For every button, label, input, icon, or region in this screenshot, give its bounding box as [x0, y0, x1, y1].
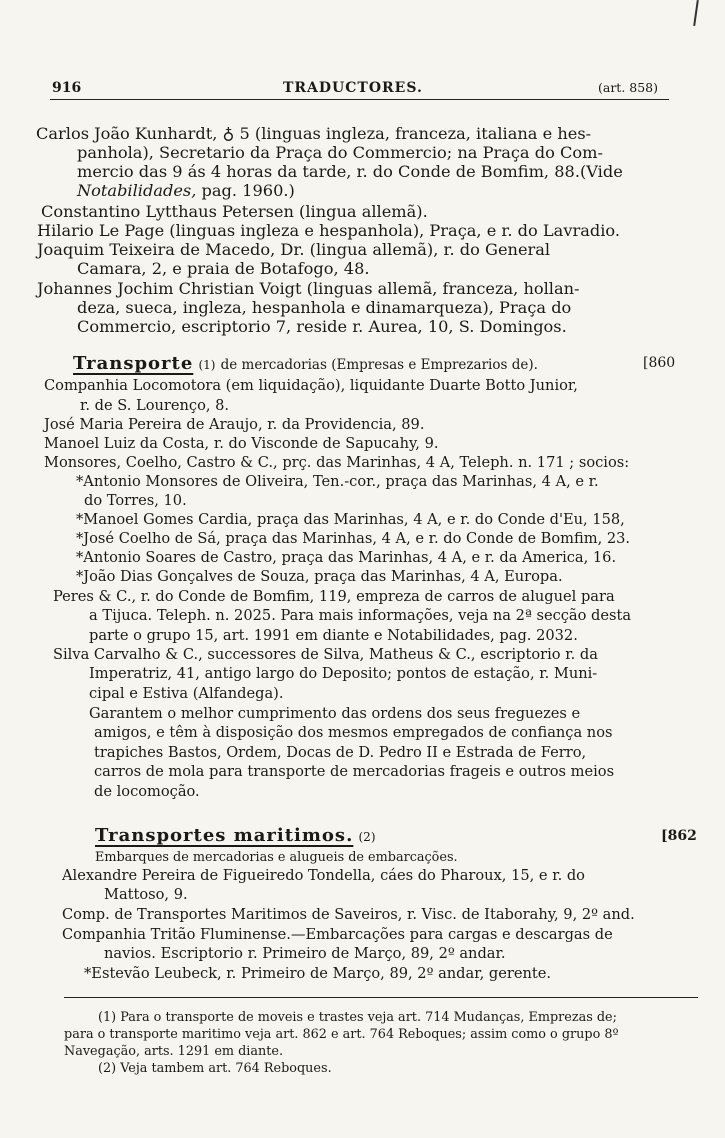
footnote: para o transporte maritimo veja art. 862 e art. 764 Reboques; assim como o grupo 8º [64, 1027, 619, 1042]
entry-line: Imperatriz, 41, antigo largo do Deposito; pontos de estação, r. Muni- [89, 665, 598, 682]
entry-line: Companhia Locomotora (em liquidação), liquidante Duarte Botto Junior, [44, 377, 578, 394]
section-heading-maritimos: Transportes maritimos. (2) [95, 825, 376, 846]
entry-line: Constantino Lytthaus Petersen (lingua allemã). [41, 202, 428, 221]
section-heading-transporte: Transporte (1) de mercadorias (Empresas e Emprezarios de). [73, 353, 538, 374]
section-subtitle: Embarques de mercadorias e alugueis de embarcações. [95, 850, 458, 865]
entry-line: *José Coelho de Sá, praça das Marinhas, 4 A, e r. do Conde de Bomfim, 23. [76, 530, 631, 547]
entry-line: Comp. de Transportes Maritimos de Saveiros, r. Visc. de Itaborahy, 9, 2º and. [62, 906, 635, 923]
entry-line: mercio das 9 ás 4 horas da tarde, r. do Conde de Bomfim, 88.(Vide [77, 162, 623, 181]
entry-line: de locomoção. [94, 783, 200, 800]
entry-line: *Manoel Gomes Cardia, praça das Marinhas, 4 A, e r. do Conde d'Eu, 158, [76, 511, 625, 528]
entry-line: r. de S. Lourenço, 8. [80, 397, 230, 414]
entry-line: navios. Escriptorio r. Primeiro de Março, 89, 2º andar. [104, 945, 506, 962]
entry-line: Monsores, Coelho, Castro & C., prç. das Marinhas, 4 A, Teleph. n. 171 ; socios: [44, 454, 630, 471]
entry-line: *João Dias Gonçalves de Souza, praça das Marinhas, 4 A, Europa. [76, 568, 563, 585]
entry-line: cipal e Estiva (Alfandega). [89, 685, 284, 702]
entry-line: carros de mola para transporte de mercadorias frageis e outros meios [94, 763, 615, 780]
section-ref: [860 [643, 355, 676, 371]
entry-line: Garantem o melhor cumprimento das ordens dos seus freguezes e [89, 705, 581, 722]
footnote: Navegação, arts. 1291 em diante. [64, 1044, 284, 1059]
entry-line: parte o grupo 15, art. 1991 em diante e Notabilidades, pag. 2032. [89, 627, 578, 644]
article-ref: (art. 858) [598, 80, 659, 95]
entry-line: Carlos João Kunhardt, ♁ 5 (linguas ingleza, franceza, italiana e hes- [36, 124, 592, 143]
cross-icon: ♁ [222, 124, 235, 143]
footnote: (2) Veja tambem art. 764 Reboques. [98, 1061, 332, 1076]
entry-line: José Maria Pereira de Araujo, r. da Providencia, 89. [44, 416, 425, 433]
section-ref: [862 [661, 828, 697, 844]
entry-line: Silva Carvalho & C., successores de Silva, Matheus & C., escriptorio r. da [53, 646, 598, 663]
footnote-rule [64, 997, 698, 998]
margin-mark [693, 0, 699, 26]
entry-line: a Tijuca. Teleph. n. 2025. Para mais informações, veja na 2ª secção desta [89, 607, 632, 624]
entry-line: Johannes Jochim Christian Voigt (linguas allemã, franceza, hollan- [37, 279, 580, 298]
entry-line: Commercio, escriptorio 7, reside r. Aurea, 10, S. Domingos. [77, 317, 567, 336]
entry-line: panhola), Secretario da Praça do Commercio; na Praça do Com- [77, 143, 603, 162]
entry-line: Mattoso, 9. [104, 886, 188, 903]
entry-line: Hilario Le Page (linguas ingleza e hespanhola), Praça, e r. do Lavradio. [37, 221, 621, 240]
entry-line: do Torres, 10. [84, 492, 187, 509]
page-title: TRADUCTORES. [283, 80, 423, 96]
entry-line: Peres & C., r. do Conde de Bomfim, 119, empreza de carros de aluguel para [53, 588, 615, 605]
entry-line: trapiches Bastos, Ordem, Docas de D. Pedro II e Estrada de Ferro, [94, 744, 587, 761]
entry-line: *Estevão Leubeck, r. Primeiro de Março, 89, 2º andar, gerente. [84, 965, 551, 982]
entry-line: Camara, 2, e praia de Botafogo, 48. [77, 259, 370, 278]
entry-line: Notabilidades, pag. 1960.) [77, 181, 295, 200]
footnote: (1) Para o transporte de moveis e trastes veja art. 714 Mudanças, Emprezas de; [98, 1010, 617, 1025]
page-number: 916 [52, 80, 82, 96]
entry-line: Joaquim Teixeira de Macedo, Dr. (lingua allemã), r. do General [37, 240, 551, 259]
entry-line: Manoel Luiz da Costa, r. do Visconde de Sapucahy, 9. [44, 435, 439, 452]
entry-line: Alexandre Pereira de Figueiredo Tondella, cáes do Pharoux, 15, e r. do [62, 867, 585, 884]
entry-line: deza, sueca, ingleza, hespanhola e dinamarqueza), Praça do [77, 298, 572, 317]
entry-line: amigos, e têm à disposição dos mesmos empregados de confiança nos [94, 724, 613, 741]
entry-line: *Antonio Monsores de Oliveira, Ten.-cor., praça das Marinhas, 4 A, e r. [76, 473, 599, 490]
entry-line: Companhia Tritão Fluminense.—Embarcações para cargas e descargas de [62, 926, 613, 943]
header-rule [50, 99, 669, 100]
entry-line: *Antonio Soares de Castro, praça das Marinhas, 4 A, e r. da America, 16. [76, 549, 617, 566]
